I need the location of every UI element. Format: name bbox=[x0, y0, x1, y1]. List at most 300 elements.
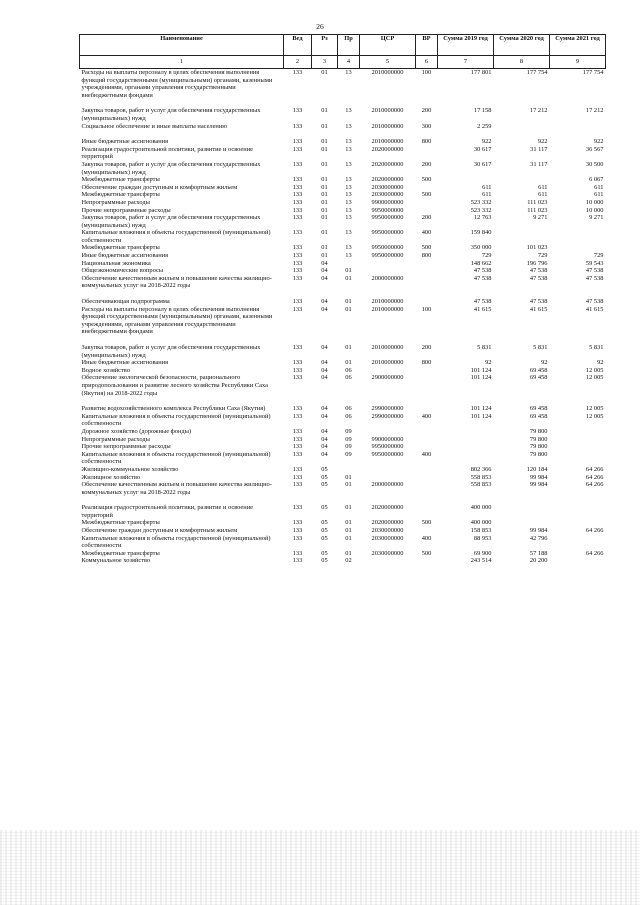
row-vr-cell bbox=[416, 436, 438, 444]
row-sum-2020-cell bbox=[494, 504, 550, 519]
row-sum-2020-cell: 79 800 bbox=[529, 427, 548, 435]
row-sum-2020-cell: 47 538 bbox=[529, 274, 548, 282]
row-rz-cell: 04 bbox=[321, 298, 328, 306]
row-rz-cell: 05 bbox=[321, 504, 328, 512]
row-name-cell: Реализация градостроительной политики, развитие и освоение территорий bbox=[81, 504, 253, 519]
row-name-cell: Закупка товаров, работ и услуг для обеспечения государственных (муниципальных) нужд bbox=[81, 107, 261, 122]
row-name-cell: Обеспечение качественным жильем и повышение качества жилищно-коммунальных услуг на 2018-2022 годы bbox=[81, 274, 272, 290]
row-rz-cell: 01 bbox=[321, 244, 328, 252]
table-row bbox=[80, 138, 606, 146]
row-csr-cell: 9900000000 bbox=[371, 435, 404, 443]
row-sum-2021-cell: 64 266 bbox=[585, 527, 604, 535]
row-spacer bbox=[80, 130, 606, 138]
row-name-cell: Прочие непрограммные расходы bbox=[81, 443, 171, 451]
row-sum-2021-cell: 47 538 bbox=[585, 298, 604, 306]
row-pr-cell: 09 bbox=[345, 427, 352, 435]
row-name-cell: Непрограммные расходы bbox=[81, 198, 150, 206]
header-name: Наименование bbox=[80, 35, 284, 56]
row-vr-cell: 400 bbox=[421, 412, 432, 420]
row-ved-cell: 133 bbox=[292, 244, 303, 252]
row-name-cell: Прочие непрограммные расходы bbox=[81, 206, 171, 214]
row-sum-2019-cell: 177 801 bbox=[470, 69, 492, 76]
row-pr-cell: 13 bbox=[345, 69, 352, 76]
row-sum-2020-cell: 92 bbox=[541, 359, 548, 367]
row-sum-2020-cell: 31 117 bbox=[530, 145, 548, 153]
row-sum-2020-cell: 79 800 bbox=[529, 443, 548, 451]
row-csr-cell: 2010000000 bbox=[371, 344, 404, 351]
row-csr-cell: 2010000000 bbox=[371, 298, 404, 306]
row-pr-cell: 06 bbox=[345, 374, 352, 382]
row-vr-cell bbox=[416, 184, 438, 192]
row-spacer bbox=[80, 290, 606, 298]
table-row bbox=[80, 557, 606, 565]
table-row bbox=[80, 69, 606, 100]
row-ved-cell: 133 bbox=[292, 122, 303, 130]
row-spacer-cell bbox=[80, 336, 606, 344]
row-vr-cell bbox=[416, 557, 438, 565]
row-rz-cell: 01 bbox=[321, 252, 328, 260]
row-sum-2020-cell: 99 984 bbox=[529, 481, 548, 489]
row-sum-2020-cell: 79 800 bbox=[529, 450, 548, 458]
header-csr: ЦСР bbox=[360, 35, 416, 56]
row-sum-2020-cell: 69 458 bbox=[529, 374, 548, 382]
row-sum-2020-cell: 20 200 bbox=[529, 557, 548, 565]
row-sum-2020-cell: 31 117 bbox=[530, 160, 548, 168]
row-vr-cell: 800 bbox=[421, 138, 432, 146]
row-rz-cell: 05 bbox=[321, 557, 328, 565]
row-rz-cell: 01 bbox=[321, 69, 328, 76]
row-sum-2020-cell: 111 023 bbox=[527, 206, 548, 214]
row-ved-cell: 133 bbox=[292, 274, 303, 282]
row-sum-2019-cell: 523 332 bbox=[470, 206, 492, 214]
row-sum-2019-cell: 2 259 bbox=[477, 122, 492, 130]
row-csr-cell: 2020000000 bbox=[371, 519, 404, 527]
row-pr-cell: 01 bbox=[345, 274, 352, 282]
row-sum-2020-cell: 69 458 bbox=[529, 366, 548, 374]
row-pr-cell: 13 bbox=[345, 138, 352, 146]
row-csr-cell bbox=[360, 474, 416, 482]
row-name-cell: Непрограммные расходы bbox=[81, 435, 150, 443]
row-csr-cell: 9950000000 bbox=[371, 443, 404, 451]
row-sum-2021-cell bbox=[550, 451, 606, 466]
row-sum-2021-cell: 64 266 bbox=[585, 549, 604, 557]
row-sum-2020-cell bbox=[494, 123, 550, 131]
row-pr-cell: 01 bbox=[345, 527, 352, 535]
table-row bbox=[80, 229, 606, 244]
row-csr-cell: 2030000000 bbox=[371, 549, 404, 557]
table-row bbox=[80, 107, 606, 122]
header-row bbox=[80, 35, 606, 56]
column-number: 7 bbox=[438, 56, 494, 69]
row-sum-2021-cell: 64 266 bbox=[585, 481, 604, 489]
row-sum-2019-cell bbox=[438, 428, 494, 436]
table-row bbox=[80, 451, 606, 466]
row-csr-cell: 2990000000 bbox=[371, 405, 404, 413]
row-pr-cell: 13 bbox=[345, 160, 352, 168]
row-csr-cell: 2020000000 bbox=[371, 160, 404, 168]
table-row bbox=[80, 214, 606, 229]
row-name-cell: Жилищно-коммунальное хозяйство bbox=[81, 465, 179, 473]
row-spacer bbox=[80, 496, 606, 504]
row-sum-2020-cell: 5 831 bbox=[533, 344, 548, 351]
row-sum-2021-cell: 6 067 bbox=[589, 176, 604, 184]
row-rz-cell: 04 bbox=[321, 412, 328, 420]
row-sum-2021-cell: 9 271 bbox=[589, 214, 604, 222]
row-name-cell: Водное хозяйство bbox=[81, 366, 130, 374]
row-vr-cell bbox=[416, 146, 438, 161]
row-sum-2021-cell: 59 543 bbox=[585, 259, 604, 267]
row-sum-2021-cell: 47 538 bbox=[585, 267, 604, 275]
row-sum-2020-cell: 47 538 bbox=[529, 298, 548, 306]
row-ved-cell: 133 bbox=[292, 557, 303, 565]
row-rz-cell: 05 bbox=[321, 527, 328, 535]
row-name-cell: Обеспечение экологической безопасности, рационального природопользования и развитие лесного хозяйства Республики Саха (Якутия) на 2018-2022 годы bbox=[81, 374, 268, 397]
row-sum-2021-cell bbox=[550, 428, 606, 436]
row-vr-cell: 200 bbox=[421, 214, 432, 222]
row-pr-cell: 01 bbox=[345, 344, 352, 351]
row-csr-cell: 9950000000 bbox=[371, 450, 404, 458]
table-row bbox=[80, 176, 606, 184]
row-rz-cell: 04 bbox=[321, 344, 328, 351]
row-vr-cell bbox=[416, 367, 438, 375]
row-sum-2020-cell: 79 800 bbox=[529, 435, 548, 443]
row-rz-cell: 05 bbox=[321, 549, 328, 557]
row-ved-cell: 133 bbox=[292, 435, 303, 443]
row-vr-cell: 500 bbox=[421, 244, 432, 252]
row-sum-2020-cell: 99 984 bbox=[529, 473, 548, 481]
row-rz-cell: 04 bbox=[321, 259, 328, 267]
row-sum-2021-cell: 729 bbox=[593, 252, 604, 260]
row-sum-2019-cell: 243 514 bbox=[470, 557, 492, 565]
row-pr-cell: 01 bbox=[345, 481, 352, 489]
row-spacer bbox=[80, 99, 606, 107]
row-pr-cell: 06 bbox=[345, 366, 352, 374]
row-csr-cell: 2030000000 bbox=[371, 183, 404, 191]
row-sum-2019-cell: 611 bbox=[482, 191, 492, 199]
table-row bbox=[80, 367, 606, 375]
row-vr-cell bbox=[416, 481, 438, 496]
row-spacer-cell bbox=[80, 290, 606, 298]
row-ved-cell: 133 bbox=[292, 259, 303, 267]
row-pr-cell: 09 bbox=[345, 435, 352, 443]
row-ved-cell: 133 bbox=[292, 138, 303, 146]
row-csr-cell bbox=[360, 367, 416, 375]
row-sum-2019-cell bbox=[438, 176, 494, 184]
row-ved-cell: 133 bbox=[292, 298, 303, 306]
row-ved-cell: 133 bbox=[292, 504, 303, 512]
row-sum-2021-cell bbox=[550, 244, 606, 252]
table-row bbox=[80, 374, 606, 397]
row-sum-2019-cell: 47 538 bbox=[473, 267, 492, 275]
row-sum-2021-cell bbox=[550, 229, 606, 244]
row-csr-cell: 9950000000 bbox=[371, 229, 404, 237]
row-vr-cell: 200 bbox=[421, 160, 432, 168]
row-vr-cell bbox=[416, 504, 438, 519]
row-rz-cell: 01 bbox=[321, 206, 328, 214]
row-csr-cell: 2020000000 bbox=[371, 504, 404, 512]
row-ved-cell: 133 bbox=[292, 519, 303, 527]
table-row bbox=[80, 413, 606, 428]
row-ved-cell: 133 bbox=[292, 427, 303, 435]
row-name-cell: Межбюджетные трансферты bbox=[81, 176, 160, 184]
row-name-cell: Обеспечение граждан доступным и комфортным жильем bbox=[81, 527, 238, 535]
header-sum-2019: Сумма 2019 год bbox=[438, 35, 494, 56]
row-csr-cell: 9950000000 bbox=[371, 214, 404, 222]
row-name-cell: Капитальные вложения в объекты государственной (муниципальной) собственности bbox=[81, 229, 271, 244]
row-sum-2019-cell: 802 366 bbox=[470, 465, 492, 473]
row-vr-cell bbox=[416, 443, 438, 451]
row-spacer-cell bbox=[80, 496, 606, 504]
row-ved-cell: 133 bbox=[292, 145, 303, 153]
row-ved-cell: 133 bbox=[292, 405, 303, 413]
row-rz-cell: 04 bbox=[321, 366, 328, 374]
row-name-cell: Общеэкономические вопросы bbox=[81, 267, 164, 275]
table-row bbox=[80, 260, 606, 268]
row-csr-cell: 2020000000 bbox=[371, 145, 404, 153]
table-row bbox=[80, 474, 606, 482]
row-sum-2020-cell bbox=[494, 519, 550, 527]
row-sum-2021-cell bbox=[550, 123, 606, 131]
table-row bbox=[80, 405, 606, 413]
row-sum-2020-cell: 111 023 bbox=[527, 198, 548, 206]
row-sum-2021-cell bbox=[550, 557, 606, 565]
table-row bbox=[80, 306, 606, 336]
row-name-cell: Реализация градостроительной политики, развитие и освоение территорий bbox=[81, 145, 253, 161]
row-vr-cell bbox=[416, 374, 438, 397]
row-ved-cell: 133 bbox=[292, 252, 303, 260]
row-ved-cell: 133 bbox=[292, 160, 303, 168]
row-sum-2019-cell: 158 853 bbox=[470, 527, 492, 535]
row-rz-cell: 05 bbox=[321, 519, 328, 527]
row-rz-cell: 01 bbox=[321, 191, 328, 199]
row-pr-cell: 06 bbox=[345, 405, 352, 413]
row-rz-cell: 01 bbox=[321, 198, 328, 206]
row-ved-cell: 133 bbox=[292, 305, 303, 313]
row-pr-cell: 09 bbox=[345, 450, 352, 458]
row-sum-2019-cell: 400 000 bbox=[470, 504, 492, 512]
table-row bbox=[80, 466, 606, 474]
row-csr-cell: 9900000000 bbox=[371, 198, 404, 206]
row-pr-cell: 13 bbox=[345, 145, 352, 153]
row-name-cell: Обеспечение качественным жильем и повышение качества жилищно-коммунальных услуг на 2018-2022 годы bbox=[81, 481, 272, 496]
row-rz-cell: 04 bbox=[321, 267, 328, 275]
table-row bbox=[80, 344, 606, 359]
row-sum-2019-cell: 47 538 bbox=[473, 298, 492, 306]
row-name-cell: Обеспечение граждан доступным и комфортным жильем bbox=[81, 183, 238, 191]
row-sum-2021-cell: 41 615 bbox=[585, 305, 604, 313]
row-rz-cell: 01 bbox=[321, 229, 328, 237]
row-name-cell: Капитальные вложения в объекты государственной (муниципальной) собственности bbox=[81, 450, 271, 466]
row-name-cell: Межбюджетные трансферты bbox=[81, 191, 160, 199]
column-number: 4 bbox=[338, 56, 360, 69]
row-sum-2020-cell: 99 984 bbox=[529, 527, 548, 535]
row-vr-cell bbox=[416, 199, 438, 207]
row-csr-cell: 2030000000 bbox=[371, 527, 404, 535]
row-rz-cell: 04 bbox=[321, 359, 328, 367]
row-pr-cell: 13 bbox=[345, 176, 352, 184]
row-name-cell: Капитальные вложения в объекты государственной (муниципальной) собственности bbox=[81, 534, 271, 550]
row-vr-cell: 500 bbox=[421, 549, 432, 557]
table-row bbox=[80, 535, 606, 550]
header-vr: ВР bbox=[416, 35, 438, 56]
row-ved-cell: 133 bbox=[292, 359, 303, 367]
row-name-cell: Капитальные вложения в объекты государственной (муниципальной) собственности bbox=[81, 412, 271, 428]
row-name-cell: Закупка товаров, работ и услуг для обеспечения государственных (муниципальных) нужд bbox=[81, 344, 261, 359]
row-csr-cell: 2990000000 bbox=[371, 412, 404, 420]
row-vr-cell: 500 bbox=[421, 176, 432, 184]
row-csr-cell: 2010000000 bbox=[371, 359, 404, 367]
row-sum-2021-cell bbox=[550, 443, 606, 451]
column-number: 6 bbox=[416, 56, 438, 69]
table-row bbox=[80, 298, 606, 306]
row-sum-2019-cell: 101 124 bbox=[470, 366, 492, 374]
table-row bbox=[80, 199, 606, 207]
column-number-row bbox=[80, 56, 606, 69]
row-pr-cell: 13 bbox=[345, 229, 352, 237]
row-rz-cell: 04 bbox=[321, 374, 328, 382]
row-sum-2021-cell bbox=[550, 519, 606, 527]
row-vr-cell bbox=[416, 466, 438, 474]
row-ved-cell: 133 bbox=[292, 206, 303, 214]
row-sum-2020-cell: 101 023 bbox=[526, 244, 548, 252]
row-name-cell: Межбюджетные трансферты bbox=[81, 519, 160, 527]
row-ved-cell: 133 bbox=[292, 527, 303, 535]
row-sum-2019-cell: 922 bbox=[481, 138, 492, 146]
row-vr-cell bbox=[416, 428, 438, 436]
table-body bbox=[80, 69, 606, 566]
row-vr-cell bbox=[416, 474, 438, 482]
row-name-cell: Иные бюджетные ассигнования bbox=[81, 138, 169, 146]
row-ved-cell: 133 bbox=[292, 366, 303, 374]
row-sum-2021-cell: 922 bbox=[593, 138, 604, 146]
row-ved-cell: 133 bbox=[292, 344, 303, 351]
row-ved-cell: 133 bbox=[292, 465, 303, 473]
row-rz-cell: 04 bbox=[321, 274, 328, 282]
row-sum-2020-cell: 729 bbox=[537, 252, 548, 260]
row-sum-2021-cell: 611 bbox=[594, 191, 604, 199]
row-sum-2021-cell: 12 005 bbox=[585, 405, 604, 413]
row-sum-2021-cell: 64 266 bbox=[585, 473, 604, 481]
row-sum-2020-cell: 922 bbox=[537, 138, 548, 146]
row-sum-2020-cell: 120 184 bbox=[526, 465, 548, 473]
row-sum-2021-cell: 10 000 bbox=[585, 198, 604, 206]
table-row bbox=[80, 519, 606, 527]
row-pr-cell: 13 bbox=[345, 122, 352, 130]
row-sum-2021-cell: 12 005 bbox=[585, 366, 604, 374]
row-sum-2019-cell bbox=[438, 451, 494, 466]
row-sum-2019-cell: 101 124 bbox=[470, 405, 492, 413]
column-number: 2 bbox=[284, 56, 312, 69]
row-rz-cell: 05 bbox=[321, 465, 328, 473]
row-csr-cell bbox=[360, 428, 416, 436]
row-name-cell: Расходы на выплаты персоналу в целях обеспечения выполнения функций государственными (муниципальными) органами, казенными учреждениями, органами управления государственными внебюджетными фондами bbox=[81, 305, 273, 336]
row-vr-cell bbox=[416, 275, 438, 290]
row-ved-cell: 133 bbox=[292, 450, 303, 458]
row-spacer-cell bbox=[80, 397, 606, 405]
row-name-cell: Дорожное хозяйство (дорожные фонды) bbox=[81, 427, 192, 435]
row-sum-2021-cell: 177 754 bbox=[582, 69, 604, 76]
row-sum-2019-cell: 611 bbox=[482, 183, 492, 191]
row-rz-cell: 01 bbox=[321, 214, 328, 222]
row-sum-2021-cell: 17 212 bbox=[585, 107, 604, 115]
row-name-cell: Расходы на выплаты персоналу в целях обеспечения выполнения функций государственными (муниципальными) органами, казенными учреждениями, органами управления государственными внебюджетными фондами bbox=[81, 69, 273, 99]
row-sum-2021-cell: 47 538 bbox=[585, 274, 604, 282]
row-sum-2020-cell: 57 188 bbox=[529, 549, 548, 557]
row-csr-cell: 2000000000 bbox=[371, 274, 404, 282]
row-sum-2021-cell: 12 005 bbox=[585, 412, 604, 420]
row-name-cell: Иные бюджетные ассигнования bbox=[81, 252, 169, 260]
header-pr: Пр bbox=[338, 35, 360, 56]
row-pr-cell: 01 bbox=[345, 504, 352, 512]
row-vr-cell: 100 bbox=[421, 305, 432, 313]
row-sum-2019-cell: 523 332 bbox=[470, 198, 492, 206]
row-pr-cell bbox=[338, 260, 360, 268]
row-ved-cell: 133 bbox=[292, 229, 303, 237]
row-sum-2021-cell: 64 266 bbox=[585, 465, 604, 473]
row-rz-cell: 01 bbox=[321, 138, 328, 146]
row-vr-cell: 200 bbox=[421, 107, 432, 115]
row-sum-2019-cell: 47 538 bbox=[473, 274, 492, 282]
row-sum-2020-cell bbox=[494, 229, 550, 244]
row-sum-2020-cell: 17 212 bbox=[529, 107, 548, 115]
table-row bbox=[80, 244, 606, 252]
row-ved-cell: 133 bbox=[292, 69, 303, 76]
row-sum-2019-cell: 350 000 bbox=[470, 244, 492, 252]
row-sum-2019-cell: 5 831 bbox=[477, 344, 492, 351]
row-pr-cell: 02 bbox=[345, 557, 352, 565]
row-sum-2020-cell: 69 458 bbox=[529, 412, 548, 420]
table-row bbox=[80, 267, 606, 275]
row-csr-cell: 2010000000 bbox=[371, 138, 404, 146]
row-sum-2019-cell: 30 617 bbox=[473, 145, 492, 153]
row-ved-cell: 133 bbox=[292, 107, 303, 115]
row-name-cell: Коммунальное хозяйство bbox=[81, 557, 151, 565]
row-pr-cell bbox=[338, 466, 360, 474]
row-ved-cell: 133 bbox=[292, 481, 303, 489]
row-csr-cell: 2010000000 bbox=[371, 305, 404, 313]
header-ved: Вед bbox=[284, 35, 312, 56]
row-vr-cell: 300 bbox=[421, 122, 432, 130]
row-csr-cell: 9950000000 bbox=[371, 206, 404, 214]
header-sum-2020: Сумма 2020 год bbox=[494, 35, 550, 56]
row-sum-2019-cell: 159 840 bbox=[470, 229, 492, 237]
row-spacer bbox=[80, 397, 606, 405]
row-vr-cell: 400 bbox=[421, 229, 432, 237]
row-ved-cell: 133 bbox=[292, 473, 303, 481]
row-sum-2020-cell: 611 bbox=[538, 191, 548, 199]
row-vr-cell bbox=[416, 405, 438, 413]
row-sum-2021-cell: 36 567 bbox=[585, 145, 604, 153]
row-pr-cell: 01 bbox=[345, 549, 352, 557]
table-row bbox=[80, 191, 606, 199]
table-row bbox=[80, 184, 606, 192]
row-csr-cell: 2010000000 bbox=[371, 122, 404, 130]
row-sum-2019-cell: 558 853 bbox=[470, 481, 492, 489]
row-pr-cell: 01 bbox=[345, 473, 352, 481]
header-sum-2021: Сумма 2021 год bbox=[550, 35, 606, 56]
row-ved-cell: 133 bbox=[292, 374, 303, 382]
row-name-cell: Межбюджетные трансферты bbox=[81, 244, 160, 252]
row-sum-2019-cell: 148 662 bbox=[470, 259, 492, 267]
row-rz-cell: 01 bbox=[321, 122, 328, 130]
row-sum-2020-cell: 42 796 bbox=[529, 534, 548, 542]
table-row bbox=[80, 359, 606, 367]
row-csr-cell bbox=[360, 260, 416, 268]
row-name-cell: Межбюджетные трансферты bbox=[81, 549, 160, 557]
row-name-cell: Развитие водохозяйственного комплекса Республики Саха (Якутия) bbox=[81, 405, 266, 413]
row-pr-cell: 13 bbox=[345, 191, 352, 199]
row-csr-cell bbox=[360, 267, 416, 275]
